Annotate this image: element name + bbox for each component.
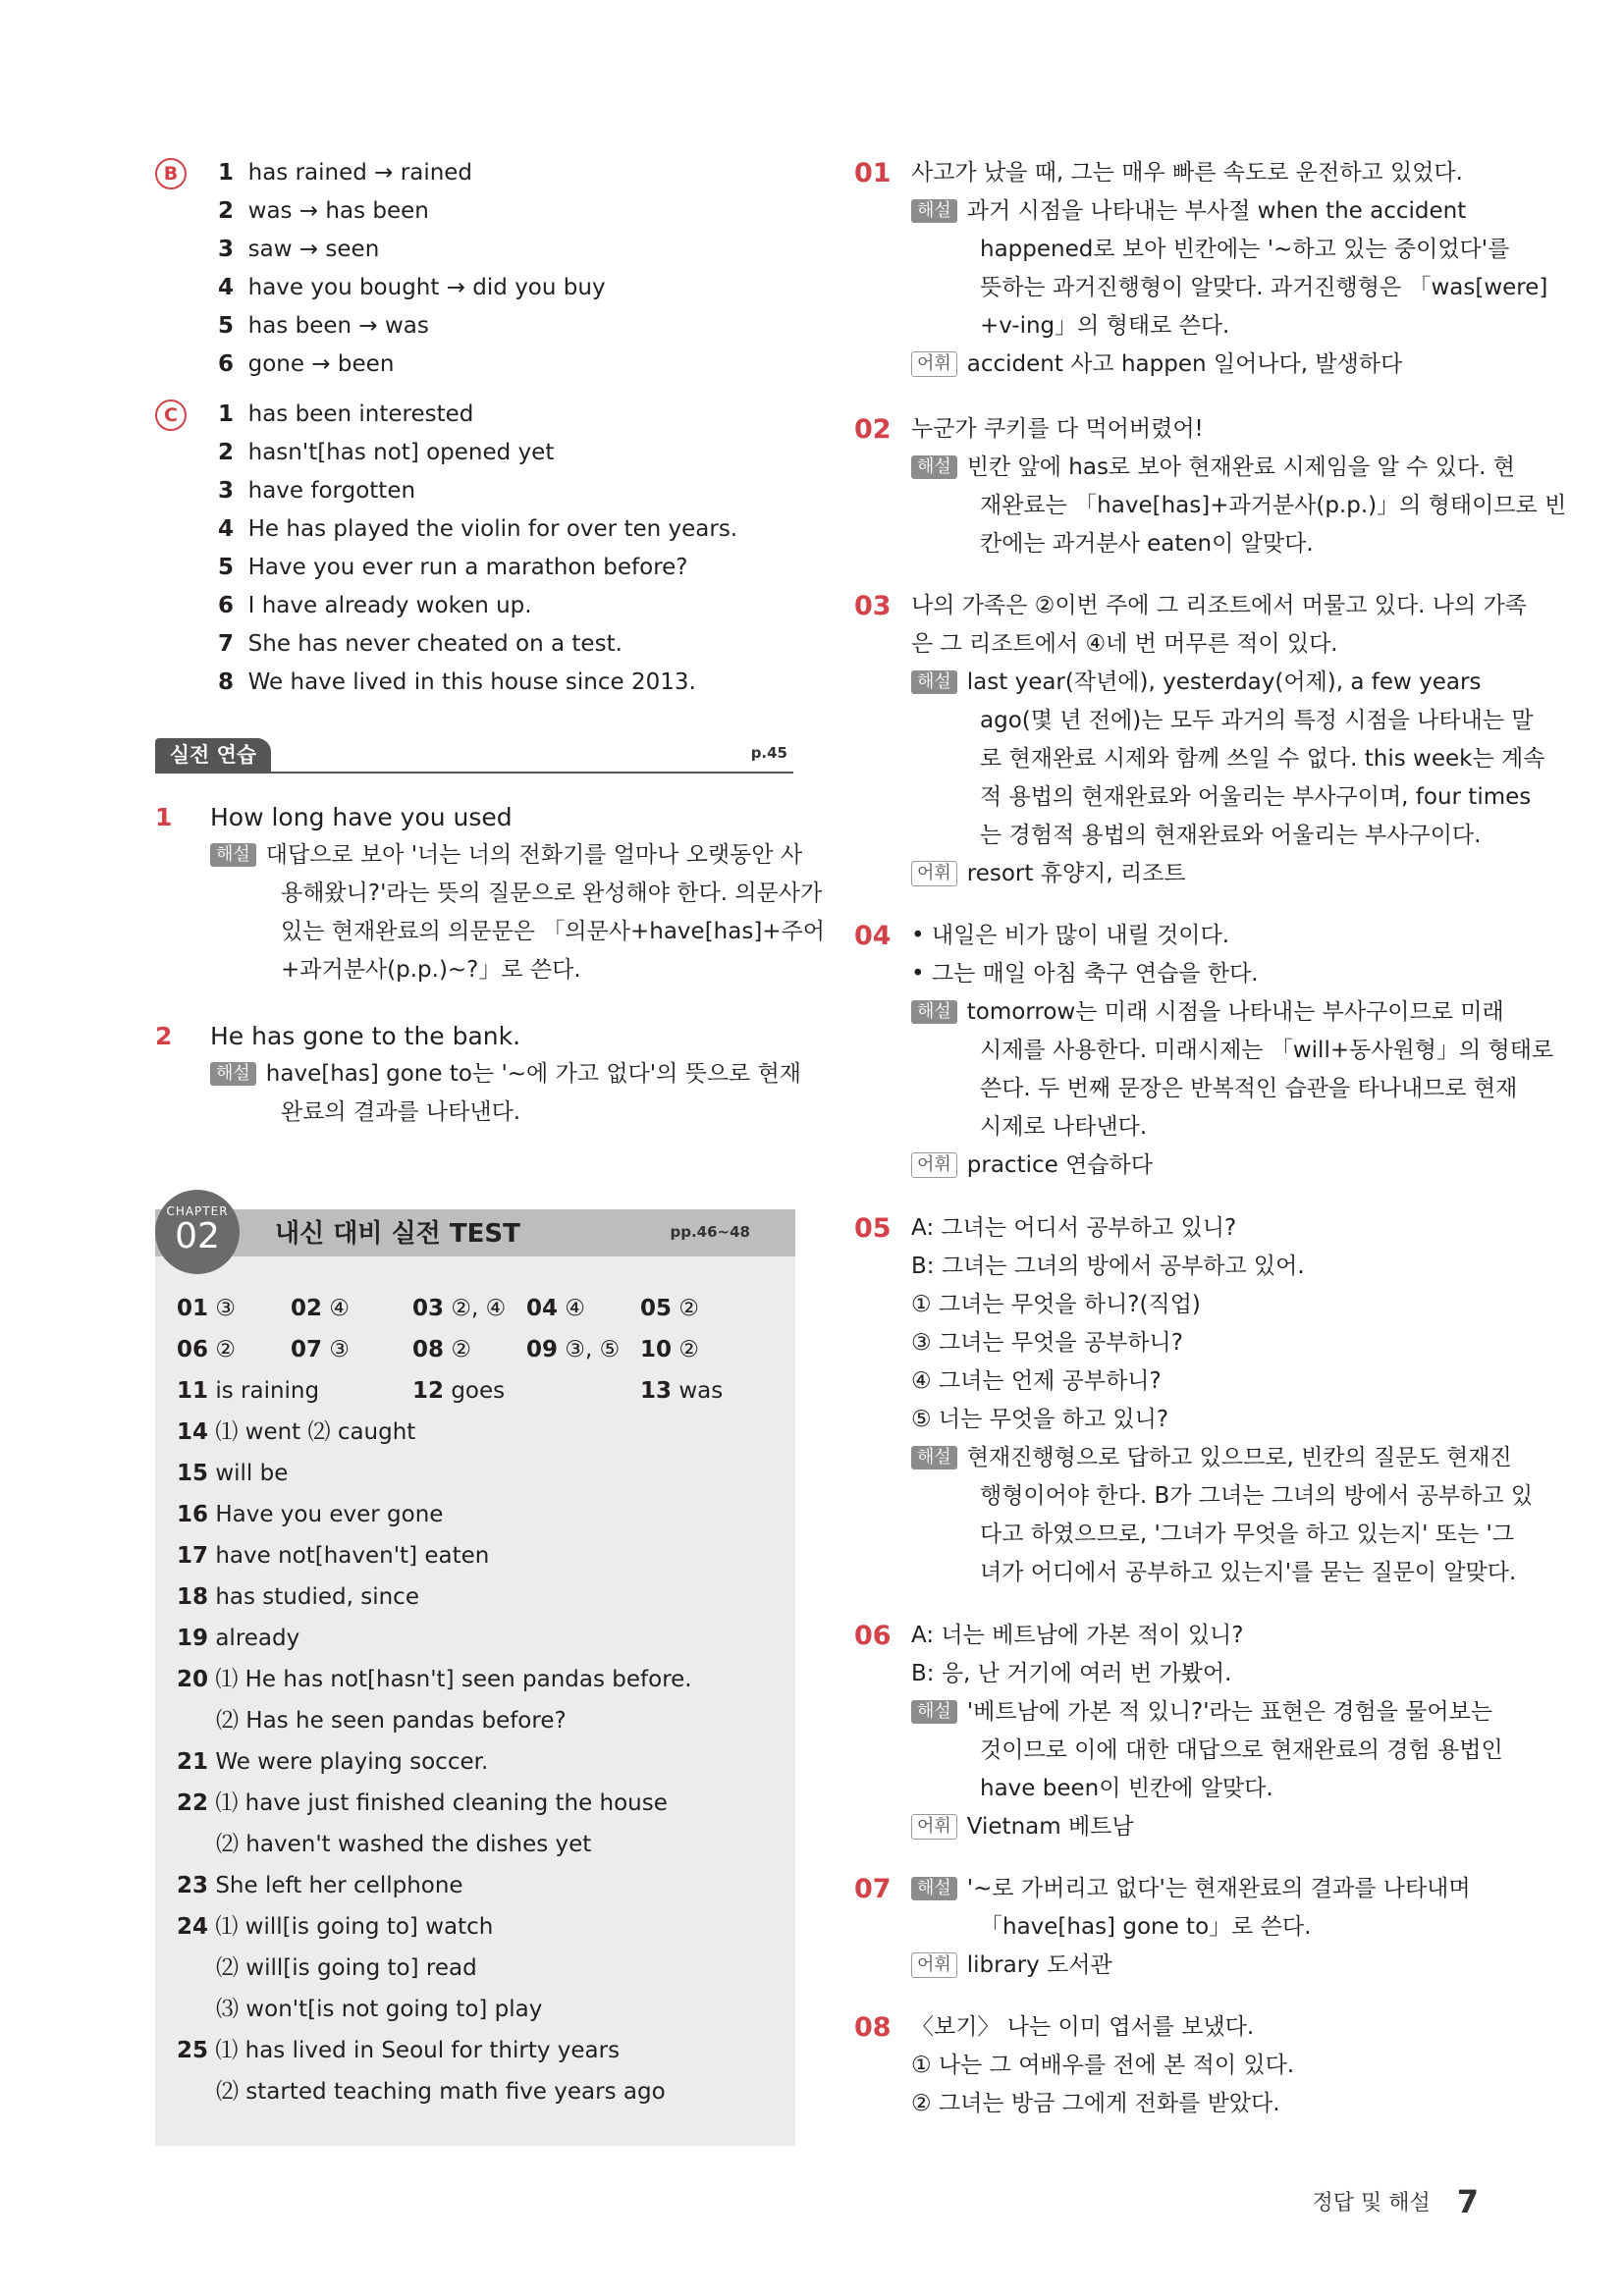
- list-item: 1 has been interested: [218, 401, 474, 427]
- explanation-line: 것이므로 이에 대한 대답으로 현재완료의 경험 용법인: [980, 1737, 1503, 1763]
- answer-line: ⑶ won't[is not going to] play: [216, 1997, 543, 2022]
- question-text: A: 너는 베트남에 가본 적이 있니?: [911, 1623, 1244, 1648]
- question-number: 08: [854, 2012, 892, 2043]
- question-number: 04: [854, 921, 892, 951]
- explanation-line: 다고 하였으므로, '그녀가 무엇을 하고 있는지' 또는 '그: [980, 1522, 1515, 1547]
- explanation-tag: 해설: [210, 843, 256, 867]
- answer-line: 23 She left her cellphone: [177, 1873, 463, 1898]
- explanation-line: 대답으로 보아 '너는 너의 전화기를 얼마나 오랫동안 사: [265, 842, 803, 868]
- explanation-line: ago(몇 년 전에)는 모두 과거의 특정 시점을 나타내는 말: [980, 708, 1534, 733]
- explanation-line: have been이 빈칸에 알맞다.: [980, 1776, 1273, 1801]
- answer-line: 22 ⑴ have just finished cleaning the house: [177, 1790, 668, 1816]
- list-item: 4 He has played the violin for over ten years.: [218, 516, 738, 542]
- vocab-tag: 어휘: [911, 1814, 957, 1840]
- explanation-line: 는 경험적 용법의 현재완료와 어울리는 부사구이다.: [980, 823, 1482, 848]
- vocab-line: library 도서관: [966, 1952, 1112, 1978]
- list-item: 3 have forgotten: [218, 478, 416, 504]
- question-text: B: 그녀는 그녀의 방에서 공부하고 있어.: [911, 1254, 1305, 1279]
- test-page-ref: pp.46~48: [670, 1223, 750, 1241]
- explanation-line: 재완료는 「have[has]+과거분사(p.p.)」의 형태이므로 빈: [980, 493, 1567, 518]
- explanation-tag: 해설: [911, 1000, 957, 1024]
- explanation-line: 뜻하는 과거진행형이 알맞다. 과거진행형은 「was[were]: [980, 275, 1548, 300]
- vocab-line: accident 사고 happen 일어나다, 발생하다: [966, 351, 1403, 377]
- explanation-line: +v-ing」의 형태로 쓴다.: [980, 313, 1230, 339]
- question-number: 06: [854, 1621, 892, 1651]
- explanation-line: 쓴다. 두 번째 문장은 반복적인 습관을 타나내므로 현재: [980, 1076, 1518, 1101]
- vocab-tag: 어휘: [911, 1152, 957, 1178]
- choice-line: ① 그녀는 무엇을 하니?(직업): [911, 1292, 1201, 1317]
- answer-line: 21 We were playing soccer.: [177, 1749, 489, 1775]
- question-text: 〈보기〉 나는 이미 엽서를 보냈다.: [911, 2014, 1255, 2040]
- explanation-line: 과거 시점을 나타내는 부사절 when the accident: [966, 198, 1467, 224]
- choice-line: ② 그녀는 방금 그에게 전화를 받았다.: [911, 2091, 1280, 2116]
- question-text: B: 응, 난 거기에 여러 번 가봤어.: [911, 1661, 1232, 1686]
- question-number: 07: [854, 1874, 892, 1904]
- answer-line: 25 ⑴ has lived in Seoul for thirty years: [177, 2038, 621, 2063]
- explanation-line: last year(작년에), yesterday(어제), a few years: [966, 669, 1482, 695]
- list-item: 7 She has never cheated on a test.: [218, 631, 623, 657]
- explanation-tag: 해설: [210, 1062, 256, 1086]
- question-text: 은 그 리조트에서 ④네 번 머무른 적이 있다.: [911, 631, 1338, 657]
- list-item: 4 have you bought → did you buy: [218, 275, 606, 300]
- question-number: 02: [854, 414, 892, 445]
- explanation-tag: 해설: [911, 1700, 957, 1724]
- list-item: 8 We have lived in this house since 2013.: [218, 669, 696, 695]
- answer-line: 17 have not[haven't] eaten: [177, 1543, 490, 1569]
- test-title: 내신 대비 실전 TEST: [275, 1219, 520, 1249]
- vocab-line: practice 연습하다: [966, 1152, 1153, 1178]
- answer-row: 06 ②: [177, 1337, 236, 1362]
- section-b-marker: B: [155, 158, 187, 189]
- question-text: 사고가 났을 때, 그는 매우 빠른 속도로 운전하고 있었다.: [911, 160, 1463, 186]
- question-number: 1: [155, 803, 173, 831]
- answer-line: ⑵ will[is going to] read: [216, 1955, 477, 1981]
- chapter-label: CHAPTER: [166, 1204, 229, 1218]
- explanation-line: 있는 현재완료의 의문문은 「의문사+have[has]+주어: [281, 919, 825, 944]
- practice-page-ref: p.45: [750, 744, 787, 762]
- list-item: 6 I have already woken up.: [218, 593, 532, 618]
- question-text: • 내일은 비가 많이 내릴 것이다.: [911, 923, 1230, 948]
- question-number: 03: [854, 591, 892, 621]
- explanation-line: +과거분사(p.p.)~?」로 쓴다.: [281, 957, 581, 983]
- answer-row: 01 ③: [177, 1296, 236, 1321]
- list-item: 3 saw → seen: [218, 237, 380, 262]
- vocab-line: Vietnam 베트남: [966, 1814, 1134, 1840]
- explanation-line: 칸에는 과거분사 eaten이 알맞다.: [980, 531, 1314, 557]
- explanation-tag: 해설: [911, 455, 957, 479]
- answer-line: 20 ⑴ He has not[hasn't] seen pandas before.: [177, 1667, 692, 1692]
- explanation-tag: 해설: [911, 199, 957, 223]
- explanation-line: 시제를 사용한다. 미래시제는 「will+동사원형」의 형태로: [980, 1038, 1554, 1063]
- practice-title: 실전 연습: [155, 738, 271, 772]
- explanation-line: 로 현재완료 시제와 함께 쓰일 수 없다. this week는 계속: [980, 746, 1545, 772]
- choice-line: ⑤ 너는 무엇을 하고 있니?: [911, 1407, 1169, 1432]
- list-item: 2 hasn't[has not] opened yet: [218, 440, 555, 465]
- explanation-line: 녀가 어디에서 공부하고 있는지'를 묻는 질문이 알맞다.: [980, 1560, 1517, 1585]
- list-item: 2 was → has been: [218, 198, 429, 224]
- question-text: A: 그녀는 어디서 공부하고 있니?: [911, 1215, 1237, 1241]
- list-item: 1 has rained → rained: [218, 160, 473, 186]
- practice-answer: He has gone to the bank.: [210, 1022, 521, 1050]
- list-item: 5 has been → was: [218, 313, 429, 339]
- vocab-tag: 어휘: [911, 1952, 957, 1978]
- answer-line: 18 has studied, since: [177, 1584, 419, 1610]
- explanation-line: 행형이어야 한다. B가 그녀는 그녀의 방에서 공부하고 있: [980, 1483, 1534, 1509]
- answer-line: 19 already: [177, 1626, 300, 1651]
- explanation-line: '~로 가버리고 없다'는 현재완료의 결과를 나타내며: [966, 1876, 1471, 1901]
- answer-line: 14 ⑴ went ⑵ caught: [177, 1419, 416, 1445]
- explanation-tag: 해설: [911, 670, 957, 694]
- explanation-line: 「have[has] gone to」로 쓴다.: [980, 1914, 1312, 1940]
- question-text: 누군가 쿠키를 다 먹어버렸어!: [911, 416, 1204, 442]
- page-footer: [1312, 2183, 1479, 2220]
- answer-line: 16 Have you ever gone: [177, 1502, 444, 1527]
- question-text: 나의 가족은 ②이번 주에 그 리조트에서 머물고 있다. 나의 가족: [911, 593, 1527, 618]
- answer-line: 15 will be: [177, 1461, 289, 1486]
- answer-line: 24 ⑴ will[is going to] watch: [177, 1914, 494, 1940]
- explanation-line: 빈칸 앞에 has로 보아 현재완료 시제임을 알 수 있다. 현: [966, 454, 1515, 480]
- explanation-tag: 해설: [911, 1877, 957, 1900]
- answer-line: ⑵ started teaching math five years ago: [216, 2079, 666, 2105]
- choice-line: ④ 그녀는 언제 공부하니?: [911, 1368, 1162, 1394]
- vocab-tag: 어휘: [911, 861, 957, 886]
- explanation-line: 현재진행형으로 답하고 있으므로, 빈칸의 질문도 현재진: [966, 1445, 1512, 1470]
- explanation-line: '베트남에 가본 적 있니?'라는 표현은 경험을 물어보는: [966, 1699, 1493, 1725]
- page-number: 7: [1456, 2183, 1479, 2220]
- choice-line: ③ 그녀는 무엇을 공부하니?: [911, 1330, 1183, 1356]
- explanation-line: 시제로 나타낸다.: [980, 1114, 1148, 1140]
- explanation-line: happened로 보아 빈칸에는 '~하고 있는 중이었다'를: [980, 237, 1510, 262]
- answer-line: ⑵ Has he seen pandas before?: [216, 1708, 567, 1734]
- explanation-line: tomorrow는 미래 시점을 나타내는 부사구이므로 미래: [966, 999, 1504, 1025]
- explanation-line: have[has] gone to는 '~에 가고 없다'의 뜻으로 현재: [265, 1061, 802, 1087]
- test-answer-box: CHAPTER 02 내신 대비 실전 TEST pp.46~48 01 ③ 02 ④ 03 ②, ④ 04 ④ 05 ② 06 ② 07 ③ 08 ② 09 ③, ⑤ 10 ② 11 is raining 12 goes 13 was 14 ⑴ went ⑵ caught 15 will be 16 Have you ever gone 17 have not[haven't] eaten 18 has studied, since 19 already 20 ⑴ He has not[hasn't] seen pandas before. ⑵ Has he seen pandas before? 21 We were playing soccer. 22 ⑴ have just finished cleaning the house ⑵ haven't washed the dishes yet 23 She left her cellphone 24 ⑴ will[is going to] watch ⑵ will[is going to] read ⑶ won't[is not going to] play 25 ⑴ has lived in Seoul for thirty years ⑵ started teaching math five years ago: [155, 1209, 795, 2146]
- vocab-tag: 어휘: [911, 351, 957, 377]
- list-item: 5 Have you ever run a marathon before?: [218, 555, 688, 580]
- explanation-tag: 해설: [911, 1446, 957, 1469]
- practice-answer: How long have you used: [210, 803, 513, 831]
- choice-line: ① 나는 그 여배우를 전에 본 적이 있다.: [911, 2053, 1295, 2078]
- answer-row: 11 is raining: [177, 1378, 320, 1404]
- question-number: 01: [854, 158, 892, 188]
- question-number: 05: [854, 1213, 892, 1244]
- explanation-line: 용해왔니?'라는 뜻의 질문으로 완성해야 한다. 의문사가: [281, 881, 823, 906]
- chapter-badge: [155, 1190, 240, 1274]
- footer-label: 정답 및 해설: [1312, 2191, 1431, 2216]
- vocab-line: resort 휴양지, 리조트: [966, 861, 1186, 886]
- practice-header: [155, 738, 793, 774]
- explanation-line: 완료의 결과를 나타낸다.: [281, 1099, 521, 1125]
- question-text: • 그는 매일 아침 축구 연습을 한다.: [911, 961, 1259, 987]
- chapter-number: 02: [175, 1216, 220, 1256]
- answer-line: ⑵ haven't washed the dishes yet: [216, 1832, 592, 1857]
- section-c-marker: C: [155, 400, 187, 431]
- question-number: 2: [155, 1022, 173, 1050]
- list-item: 6 gone → been: [218, 351, 395, 377]
- explanation-line: 적 용법의 현재완료와 어울리는 부사구이며, four times: [980, 784, 1532, 810]
